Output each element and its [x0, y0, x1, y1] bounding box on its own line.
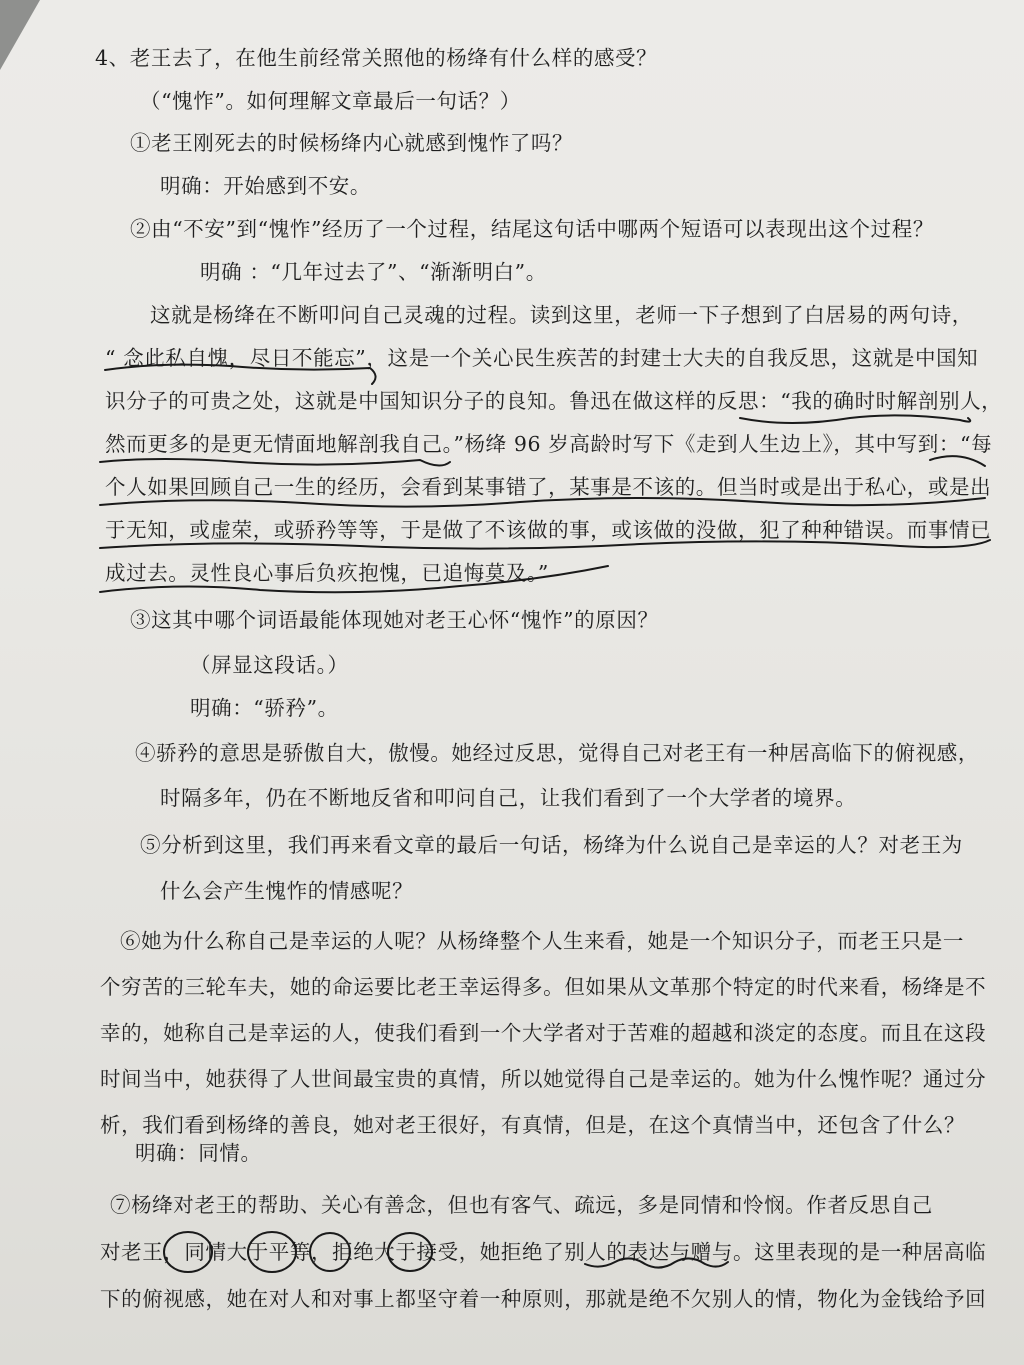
sub-question-3: ③这其中哪个词语最能体现她对老王心怀“愧怍”的原因？: [130, 608, 659, 632]
question-4-note: （“愧怍”。如何理解文章最后一句话？）: [140, 89, 521, 113]
question-4: 4、老王去了，在他生前经常关照他的杨绛有什么样的感受？: [95, 46, 658, 70]
paragraph-line: 下的俯视感，她在对人和对事上都坚守着一种原则，那就是绝不欠别人的情，物化为金钱给予回: [100, 1287, 987, 1311]
sub-question-2: ②由“不安”到“愧怍”经历了一个过程，结尾这句话中哪两个短语可以表现出这个过程？: [130, 217, 934, 241]
paragraph-line: 时间当中，她获得了人世间最宝贵的真情，所以她觉得自己是幸运的。她为什么愧怍呢？通过分: [100, 1067, 987, 1091]
page-corner-shadow: [0, 0, 40, 70]
answer-6: 明确：同情。: [135, 1141, 262, 1165]
paragraph-line: “ 念此私自愧，尽日不能忘”，这是一个关心民生疾苦的封建士大夫的自我反思，这就是中国知: [105, 346, 979, 370]
paragraph-line: 个穷苦的三轮车夫，她的命运要比老王幸运得多。但如果从文革那个特定的时代来看，杨绛是不: [100, 975, 987, 999]
pen-underline: [100, 459, 450, 466]
point-5-cont: 什么会产生愧怍的情感呢？: [160, 879, 414, 903]
screen-note: （屏显这段话。）: [190, 653, 349, 677]
sub-question-1: ①老王刚死去的时候杨绛内心就感到愧怍了吗？: [130, 131, 574, 155]
paragraph-line: 幸的，她称自己是幸运的人，使我们看到一个大学者对于苦难的超越和淡定的态度。而且在这段: [100, 1021, 987, 1045]
paragraph-line: 析，我们看到杨绛的善良，她对老王很好，有真情，但是，在这个真情当中，还包含了什么？: [100, 1113, 966, 1137]
point-7: ⑦杨绛对老王的帮助、关心有善念，但也有客气、疏远，多是同情和怜悯。作者反思自己: [110, 1193, 933, 1217]
paragraph-line: 识分子的可贵之处，这就是中国知识分子的良知。鲁迅在做这样的反思：“我的确时时解剖别人，: [105, 389, 1003, 413]
point-6: ⑥她为什么称自己是幸运的人呢？从杨绛整个人生来看，她是一个知识分子，而老王只是一: [120, 929, 964, 953]
paragraph-line: 成过去。灵性良心事后负疚抱愧，已追悔莫及。”: [105, 561, 549, 585]
paragraph-line: 于无知，或虚荣，或骄矜等等，于是做了不该做的事，或该做的没做，犯了种种错误。而事情已: [105, 518, 992, 542]
paragraph-line: 对老王，同情大于平等，拒绝大于接受，她拒绝了别人的表达与赠与。这里表现的是一种居高临: [100, 1240, 987, 1264]
answer-3: 明确：“骄矜”。: [190, 696, 339, 720]
paragraph-line: 这就是杨绛在不断叩问自己灵魂的过程。读到这里，老师一下子想到了白居易的两句诗，: [150, 303, 973, 327]
pen-underline: [740, 415, 970, 423]
paragraph-line: 然而更多的是更无情面地解剖我自己。”杨绛 96 岁高龄时写下《走到人生边上》，其中写到：“每: [105, 432, 993, 456]
answer-1: 明确：开始感到不安。: [160, 174, 371, 198]
answer-2: 明确 ：“几年过去了”、“渐渐明白”。: [200, 260, 547, 284]
point-4-cont: 时隔多年，仍在不断地反省和叩问自己，让我们看到了一个大学者的境界。: [160, 786, 857, 810]
point-5: ⑤分析到这里，我们再来看文章的最后一句话，杨绛为什么说自己是幸运的人？对老王为: [140, 833, 963, 857]
point-4: ④骄矜的意思是骄傲自大，傲慢。她经过反思，觉得自己对老王有一种居高临下的俯视感，: [135, 741, 979, 765]
paragraph-line: 个人如果回顾自己一生的经历，会看到某事错了，某事是不该的。但当时或是出于私心，或是出: [105, 475, 992, 499]
